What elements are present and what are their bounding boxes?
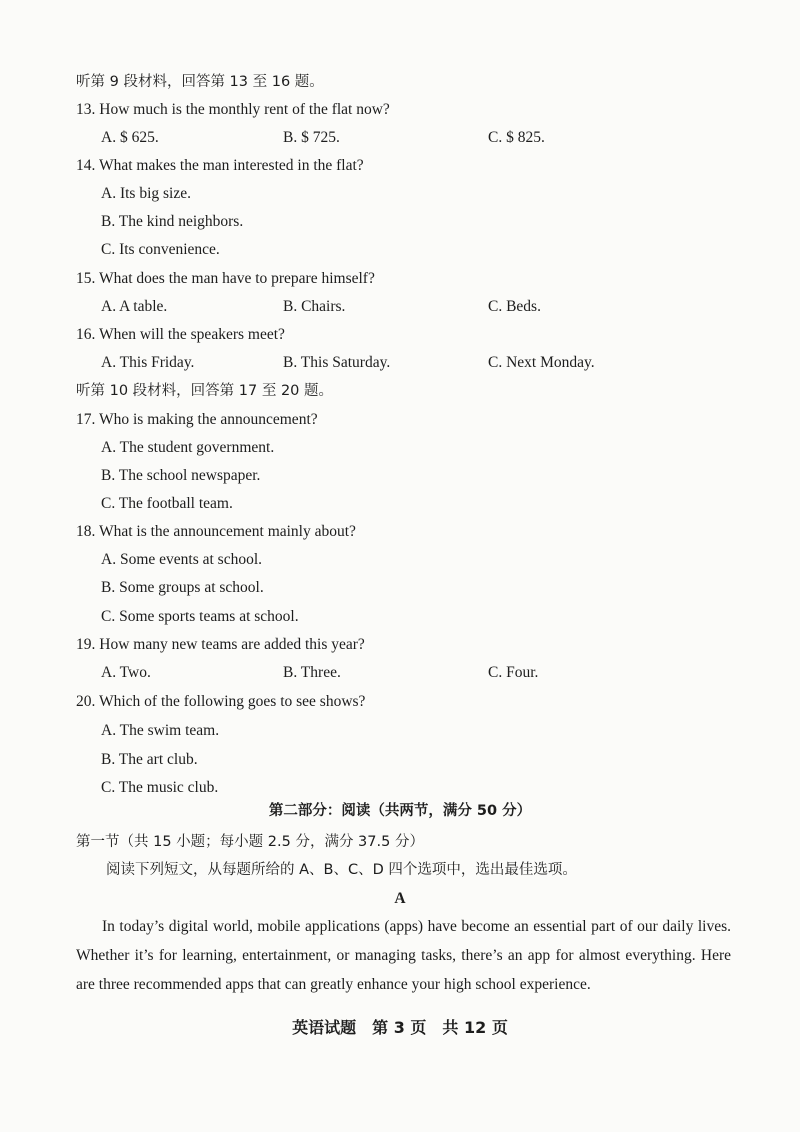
q16-option-a: A. This Friday.	[101, 354, 195, 371]
part-two-title: 第二部分：阅读（共两节，满分 50 分）	[268, 803, 532, 819]
q17-option-a: A. The student government.	[101, 439, 275, 456]
section-header-q17-20: 听第 10 段材料，回答第 17 至 20 题。	[76, 383, 334, 399]
question-19-stem: 19. How many new teams are added this year?	[76, 636, 365, 653]
passage-a-text: In today’s digital world, mobile applications (apps) have become an essential part of our daily lives. Whether it’s for learning, entertainment, or managing tasks, there’s an app for almost everything. Here are three recommended apps that can greatly enhance your high school experience.	[76, 918, 731, 993]
q17-option-c: C. The football team.	[101, 495, 233, 512]
passage-label: A	[394, 890, 406, 907]
q14-option-a: A. Its big size.	[101, 185, 191, 202]
question-13-stem: 13. How much is the monthly rent of the flat now?	[76, 101, 390, 118]
page-footer: 英语试题 第 3 页 共 12 页	[292, 1018, 508, 1037]
question-18-stem: 18. What is the announcement mainly about?	[76, 523, 356, 540]
question-20-stem: 20. Which of the following goes to see shows?	[76, 693, 366, 710]
q20-option-a: A. The swim team.	[101, 722, 220, 739]
question-14-stem: 14. What makes the man interested in the flat?	[76, 157, 364, 174]
q14-option-c: C. Its convenience.	[101, 241, 220, 258]
q16-option-c: C. Next Monday.	[488, 354, 595, 371]
q13-option-b: B. $ 725.	[283, 129, 340, 146]
question-16-stem: 16. When will the speakers meet?	[76, 326, 285, 343]
q20-option-b: B. The art club.	[101, 751, 198, 768]
q16-option-b: B. This Saturday.	[283, 354, 391, 371]
q19-option-b: B. Three.	[283, 664, 341, 681]
q13-option-c: C. $ 825.	[488, 129, 545, 146]
q15-option-c: C. Beds.	[488, 298, 541, 315]
section-one-instruction: 阅读下列短文，从每题所给的 A、B、C、D 四个选项中，选出最佳选项。	[106, 862, 577, 878]
section-header-q13-16: 听第 9 段材料，回答第 13 至 16 题。	[76, 74, 324, 90]
q19-option-a: A. Two.	[101, 664, 151, 681]
q18-option-c: C. Some sports teams at school.	[101, 608, 299, 625]
q19-option-c: C. Four.	[488, 664, 539, 681]
q20-option-c: C. The music club.	[101, 779, 219, 796]
q13-option-a: A. $ 625.	[101, 129, 159, 146]
q15-option-a: A. A table.	[101, 298, 168, 315]
q17-option-b: B. The school newspaper.	[101, 467, 261, 484]
q14-option-b: B. The kind neighbors.	[101, 213, 244, 230]
q15-option-b: B. Chairs.	[283, 298, 346, 315]
q18-option-b: B. Some groups at school.	[101, 579, 264, 596]
section-one-title: 第一节（共 15 小题；每小题 2.5 分，满分 37.5 分）	[76, 834, 424, 850]
question-17-stem: 17. Who is making the announcement?	[76, 411, 318, 428]
q18-option-a: A. Some events at school.	[101, 551, 263, 568]
question-15-stem: 15. What does the man have to prepare himself?	[76, 270, 375, 287]
